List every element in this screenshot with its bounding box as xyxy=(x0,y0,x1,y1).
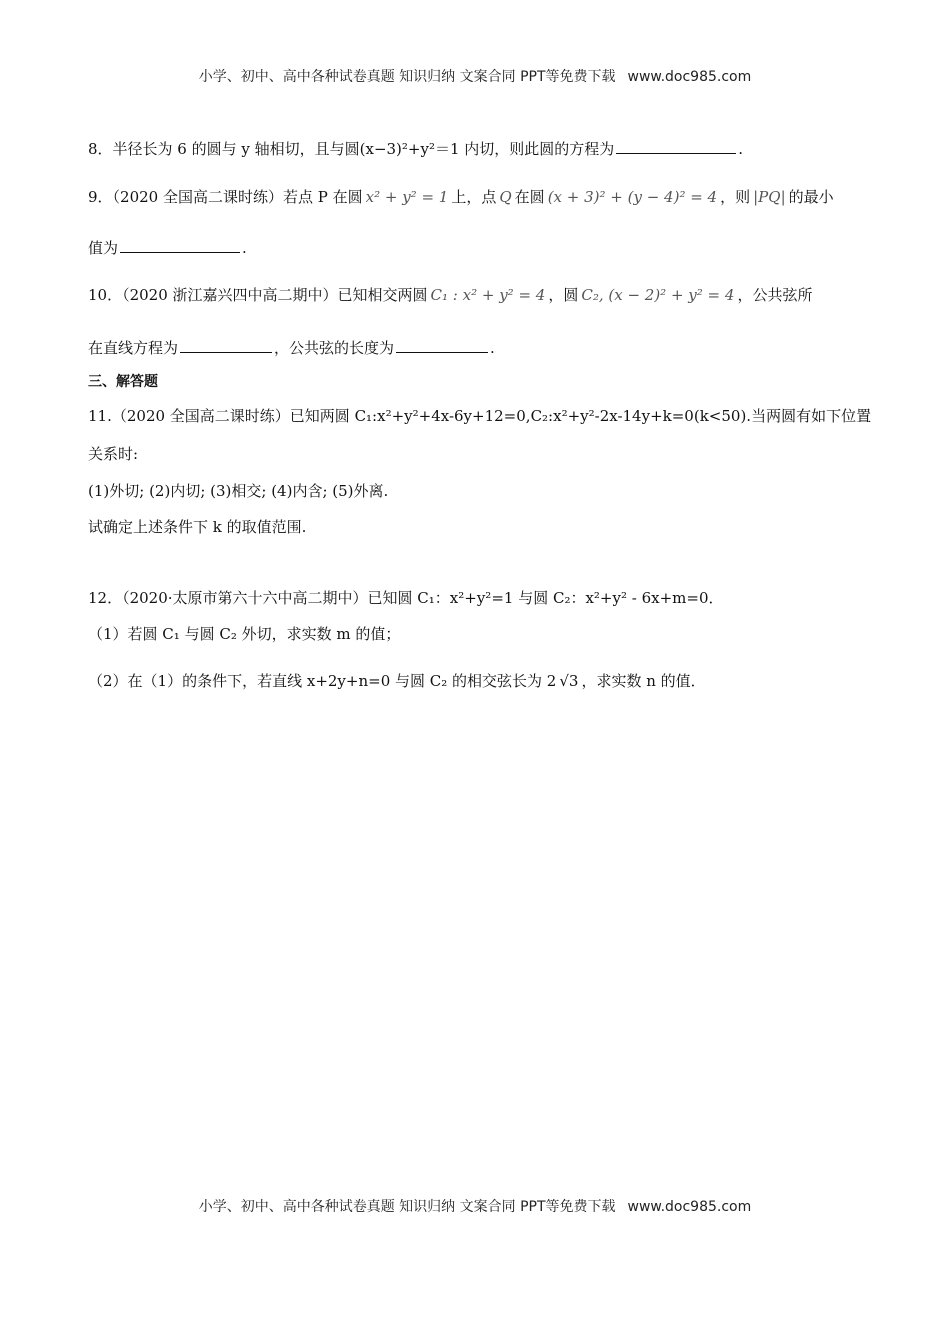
q10-equation-1: C₁ : x² + y² = 4 xyxy=(430,286,546,304)
section-heading: 三、解答题 xyxy=(88,374,158,390)
q11-line-3: (1)外切; (2)内切; (3)相交; (4)内含; (5)外离. xyxy=(88,482,389,500)
q11-line-1: 11.（2020 全国高二课时练）已知两圆 C₁:x²+y²+4x-6y+12=0,C₂:x²+y²-2x-14y+k=0(k<50).当两圆有如下位置 xyxy=(88,407,872,425)
question-8 xyxy=(88,139,743,159)
q12-sqrt: √3 xyxy=(559,672,579,690)
footer-title: 小学、初中、高中各种试卷真题 知识归纳 文案合同 PPT等免费下载 xyxy=(198,1199,616,1215)
question-9 xyxy=(88,187,834,207)
q9-mid-1: 上，点 xyxy=(451,188,497,206)
q12-line3-a: （2）在（1）的条件下，若直线 x+2y+n=0 与圆 C₂ 的相交弦长为 2 xyxy=(88,672,557,690)
q10-answer-blank-2 xyxy=(396,338,488,353)
q10-answer-blank-1 xyxy=(180,338,272,353)
q12-line3-b: ，求实数 n 的值． xyxy=(581,672,706,690)
q11-line-4: 试确定上述条件下 k 的取值范围. xyxy=(88,518,307,536)
question-10 xyxy=(88,285,812,305)
q12-line-3 xyxy=(88,671,706,691)
q8-answer-blank xyxy=(616,139,736,154)
q10-suffix: ，公共弦所 xyxy=(737,286,813,304)
q9-suffix: 的最小 xyxy=(788,188,834,206)
q9-distance-pq: |PQ| xyxy=(753,188,786,206)
header-site-link[interactable]: www.doc985.com xyxy=(627,69,752,85)
header-title: 小学、初中、高中各种试卷真题 知识归纳 文案合同 PPT等免费下载 xyxy=(198,69,616,85)
q8-text: 8．半径长为 6 的圆与 y 轴相切，且与圆(x−3)²+y²＝1 内切，则此圆的方程为 xyxy=(88,140,615,158)
q9-line2-prefix: 值为 xyxy=(88,239,119,257)
q10-prefix: 10．（2020 浙江嘉兴四中高二期中）已知相交两圆 xyxy=(88,286,428,304)
q10-line2-b: ，公共弦的长度为 xyxy=(274,339,395,357)
question-10-line-2 xyxy=(88,338,495,358)
page-header xyxy=(0,66,950,86)
q10-equation-2: C₂, (x − 2)² + y² = 4 xyxy=(581,286,735,304)
q9-prefix: 9．（2020 全国高二课时练）若点 P 在圆 xyxy=(88,188,363,206)
footer-site-link[interactable]: www.doc985.com xyxy=(627,1199,752,1215)
q8-end: . xyxy=(738,140,744,158)
q9-equation-1: x² + y² = 1 xyxy=(365,188,449,206)
q9-answer-blank xyxy=(120,238,240,253)
q9-equation-2: (x + 3)² + (y − 4)² = 4 xyxy=(547,188,718,206)
q9-mid-3: ，则 xyxy=(720,188,751,206)
q10-line2-c: . xyxy=(490,339,495,357)
page-footer xyxy=(0,1196,950,1216)
q9-line2-end: . xyxy=(242,239,247,257)
q10-mid: ，圆 xyxy=(548,286,579,304)
q12-line-2: （1）若圆 C₁ 与圆 C₂ 外切，求实数 m 的值； xyxy=(88,625,401,643)
q11-line-2: 关系时: xyxy=(88,445,139,463)
q12-line-1: 12．（2020·太原市第六十六中高二期中）已知圆 C₁：x²+y²=1 与圆 C₂：x²+y² - 6x+m=0． xyxy=(88,589,724,607)
question-9-line-2 xyxy=(88,238,247,258)
q9-mid-2: 在圆 xyxy=(514,188,545,206)
q9-point-q: Q xyxy=(499,188,512,206)
q10-line2-a: 在直线方程为 xyxy=(88,339,179,357)
